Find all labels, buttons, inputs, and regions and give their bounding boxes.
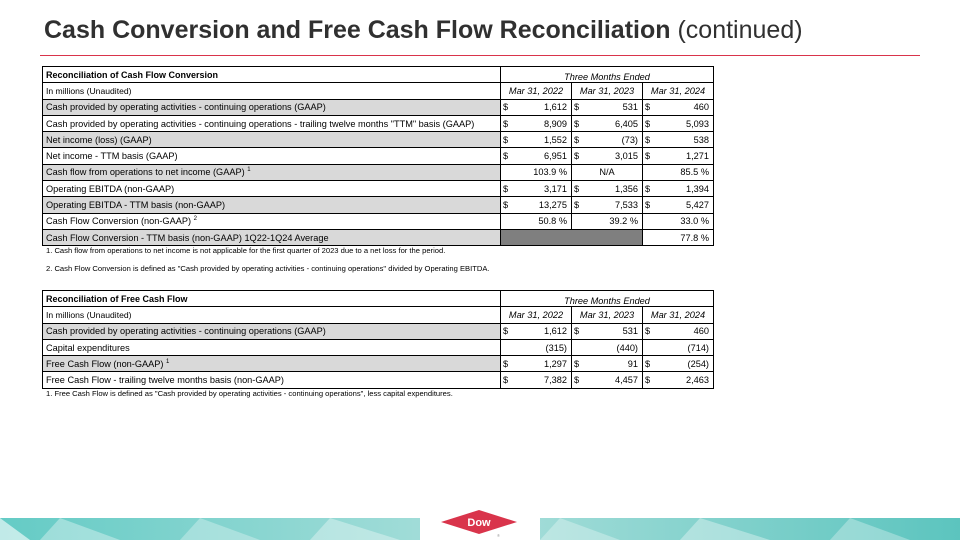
table-row [43, 115, 714, 131]
row-value: 85.5 % [643, 164, 714, 180]
row-value: N/A [572, 164, 643, 180]
footnote-marker: 2 [193, 216, 197, 223]
row-value: 5,093 [686, 118, 709, 129]
row-label [43, 213, 501, 229]
dollar-sign: $ [645, 200, 651, 211]
free-cash-flow-table [42, 290, 714, 389]
row-value: 3,171 [544, 183, 567, 194]
table-row [43, 229, 714, 245]
row-value: 1,612 [544, 102, 567, 113]
row-value: (440) [572, 339, 643, 355]
dow-logo [441, 510, 517, 538]
period-group-header: Three Months Ended [501, 67, 714, 83]
row-label: Capital expenditures [43, 339, 501, 355]
dollar-sign: $ [645, 102, 651, 113]
row-value: 538 [693, 134, 709, 145]
table-heading: Reconciliation of Free Cash Flow [43, 291, 501, 307]
logo-text: Dow [467, 517, 491, 529]
row-label-text: Free Cash Flow (non-GAAP) [46, 358, 164, 369]
row-value: 531 [622, 102, 638, 113]
dollar-sign: $ [645, 358, 651, 369]
row-label-text: Cash Flow Conversion (non-GAAP) [46, 216, 192, 227]
column-header: Mar 31, 2023 [572, 83, 643, 99]
column-header: Mar 31, 2022 [501, 307, 572, 323]
row-label: Net income - TTM basis (GAAP) [43, 148, 501, 164]
row-value: (315) [501, 339, 572, 355]
row-value: 91 [627, 358, 638, 369]
column-header: Mar 31, 2024 [643, 83, 714, 99]
dollar-sign: $ [574, 358, 580, 369]
footnote: 2. Cash Flow Conversion is defined as "Cash provided by operating activities - continuing operations" divided by Operating EBITDA. [46, 264, 490, 273]
cash-flow-conversion-table [42, 66, 714, 246]
row-label: Operating EBITDA (non-GAAP) [43, 181, 501, 197]
row-value: 6,951 [544, 151, 567, 162]
column-header: Mar 31, 2022 [501, 83, 572, 99]
table-row [43, 339, 714, 355]
footnote: 1. Free Cash Flow is defined as "Cash provided by operating activities - continuing operations", less capital expenditures. [46, 389, 453, 398]
row-value: 460 [693, 326, 709, 337]
row-label: Cash provided by operating activities - continuing operations - trailing twelve months "TTM" basis (GAAP) [43, 115, 501, 131]
table-row [43, 181, 714, 197]
column-header: Mar 31, 2024 [643, 307, 714, 323]
dollar-sign: $ [503, 375, 509, 386]
table-row [43, 148, 714, 164]
row-value: 7,533 [615, 200, 638, 211]
dollar-sign: $ [574, 183, 580, 194]
dollar-sign: $ [645, 151, 651, 162]
row-value: 6,405 [615, 118, 638, 129]
row-label: Cash provided by operating activities - continuing operations (GAAP) [43, 99, 501, 115]
row-value: 77.8 % [643, 229, 714, 245]
row-value: 1,394 [686, 183, 709, 194]
row-value: 8,909 [544, 118, 567, 129]
dollar-sign: $ [503, 118, 509, 129]
title-divider [40, 55, 920, 56]
dollar-sign: $ [503, 151, 509, 162]
row-value: 39.2 % [572, 213, 643, 229]
row-label [43, 356, 501, 372]
period-group-header: Three Months Ended [501, 291, 714, 307]
table-row [43, 197, 714, 213]
units-label: In millions (Unaudited) [43, 307, 501, 323]
dollar-sign: $ [645, 183, 651, 194]
row-label [43, 164, 501, 180]
dollar-sign: $ [574, 375, 580, 386]
page-title-suffix: (continued) [677, 16, 803, 44]
dollar-sign: $ [503, 200, 509, 211]
dollar-sign: $ [645, 118, 651, 129]
row-value: 7,382 [544, 375, 567, 386]
table-row [43, 213, 714, 229]
row-label: Operating EBITDA - TTM basis (non-GAAP) [43, 197, 501, 213]
logo-registered-mark: ® [497, 533, 500, 538]
dollar-sign: $ [574, 326, 580, 337]
dollar-sign: $ [503, 134, 509, 145]
dollar-sign: $ [503, 183, 509, 194]
row-label: Cash provided by operating activities - continuing operations (GAAP) [43, 323, 501, 339]
dollar-sign: $ [645, 326, 651, 337]
row-value: 2,463 [686, 375, 709, 386]
dollar-sign: $ [574, 118, 580, 129]
dollar-sign: $ [574, 134, 580, 145]
footnote-marker: 1 [247, 167, 251, 174]
row-value: 5,427 [686, 200, 709, 211]
footnote: 1. Cash flow from operations to net income is not applicable for the first quarter of 2023 due to a net loss for the period. [46, 246, 446, 255]
dollar-sign: $ [503, 102, 509, 113]
units-label: In millions (Unaudited) [43, 83, 501, 99]
page-title [44, 16, 803, 45]
row-value: 4,457 [615, 375, 638, 386]
row-label: Cash Flow Conversion - TTM basis (non-GAAP) 1Q22-1Q24 Average [43, 229, 501, 245]
row-label: Net income (loss) (GAAP) [43, 132, 501, 148]
dollar-sign: $ [574, 200, 580, 211]
dollar-sign: $ [645, 375, 651, 386]
row-value: (73) [621, 134, 638, 145]
row-value: 103.9 % [501, 164, 572, 180]
table-heading: Reconciliation of Cash Flow Conversion [43, 67, 501, 83]
dollar-sign: $ [574, 102, 580, 113]
row-value: 1,612 [544, 326, 567, 337]
row-value: 1,271 [686, 151, 709, 162]
row-value: 1,297 [544, 358, 567, 369]
row-label: Free Cash Flow - trailing twelve months basis (non-GAAP) [43, 372, 501, 388]
row-value: 33.0 % [643, 213, 714, 229]
table-row [43, 164, 714, 180]
row-value: 1,552 [544, 134, 567, 145]
row-value: 531 [622, 326, 638, 337]
dollar-sign: $ [574, 151, 580, 162]
table-row [43, 372, 714, 388]
column-header: Mar 31, 2023 [572, 307, 643, 323]
table-row [43, 356, 714, 372]
table-row [43, 99, 714, 115]
page-title-main: Cash Conversion and Free Cash Flow Reconciliation [44, 16, 671, 44]
table-row [43, 132, 714, 148]
row-value: 13,275 [538, 200, 567, 211]
row-value: 460 [693, 102, 709, 113]
row-label-text: Cash flow from operations to net income (GAAP) [46, 167, 245, 178]
dollar-sign: $ [503, 326, 509, 337]
row-value: 3,015 [615, 151, 638, 162]
dollar-sign: $ [645, 134, 651, 145]
dollar-sign: $ [503, 358, 509, 369]
row-value: 50.8 % [501, 213, 572, 229]
empty-grey-block [501, 229, 643, 245]
row-value: (254) [687, 358, 709, 369]
footnote-marker: 1 [166, 358, 170, 365]
row-value: 1,356 [615, 183, 638, 194]
row-value: (714) [643, 339, 714, 355]
table-row [43, 323, 714, 339]
